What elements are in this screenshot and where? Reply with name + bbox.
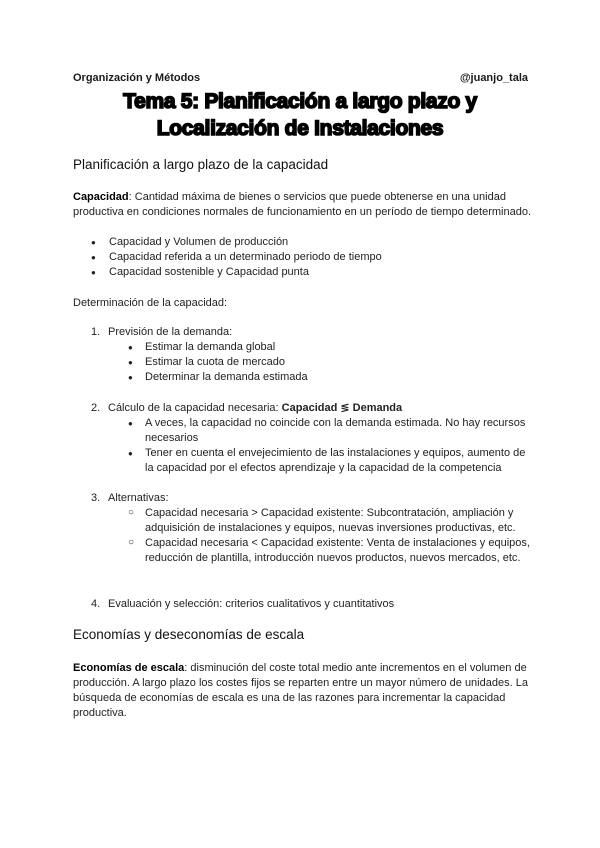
capacity-demand-formula: Capacidad ≶ Demanda (281, 402, 403, 414)
step-2 (91, 401, 536, 476)
step-3 (91, 491, 536, 566)
list-item: ○ Capacidad necesaria > Capacidad existente: Subcontratación, ampliación y adquisición de instalaciones y equipos, nuevas inversiones productivas, etc. (128, 506, 536, 536)
definition-term: Economías de escala (73, 662, 185, 674)
list-item: ● Capacidad sostenible y Capacidad punta (91, 265, 382, 280)
page-header (73, 72, 528, 84)
list-item: ● Estimar la cuota de mercado (128, 355, 536, 370)
step-1 (91, 325, 536, 385)
step-label: Cálculo de la capacidad necesaria: (108, 402, 282, 414)
step-label: Evaluación y selección: criterios cualitativos y cuantitativos (108, 598, 395, 610)
capacity-bullets (91, 235, 382, 280)
capacity-definition (73, 190, 533, 220)
step-4 (91, 597, 536, 612)
list-item: ● A veces, la capacidad no coincide con la demanda estimada. No hay recursos necesarios (128, 416, 536, 446)
list-item: ● Capacidad y Volumen de producción (91, 235, 382, 250)
section-heading-capacity: Planificación a largo plazo de la capacidad (73, 157, 329, 172)
step-label: Previsión de la demanda: (108, 326, 233, 338)
list-item: ○ Capacidad necesaria < Capacidad existente: Venta de instalaciones y equipos, reducción de plantilla, introducción nuevos productos, nuevos mercados, etc. (128, 536, 536, 566)
header-author: @juanjo_tala (459, 72, 528, 84)
list-item: ● Estimar la demanda global (128, 340, 536, 355)
header-course: Organización y Métodos (73, 72, 201, 84)
step-number: 4. (91, 598, 101, 610)
step-number: 1. (91, 326, 101, 338)
step-number: 3. (91, 492, 101, 504)
step-number: 2. (91, 402, 101, 414)
definition-text: : Cantidad máxima de bienes o servicios que puede obtenerse en una unidad productiva en condiciones normales de funcionamiento en un período de tiempo determinado. (73, 191, 532, 218)
economies-definition (73, 661, 533, 721)
step-label: Alternativas: (108, 492, 169, 504)
list-item: ● Determinar la demanda estimada (128, 370, 536, 385)
page-title: Tema 5: Planificación a largo plazo y Localización de Instalaciones (123, 90, 477, 140)
definition-text: : disminución del coste total medio ante incrementos en el volumen de producción. A largo plazo los costes fijos se reparten entre un mayor número de unidades. La búsqueda de economías de escala es una de las razones para incrementar la capacidad productiva. (73, 662, 528, 719)
determination-label: Determinación de la capacidad: (73, 297, 228, 309)
list-item: ● Capacidad referida a un determinado periodo de tiempo (91, 250, 382, 265)
list-item: ● Tener en cuenta el envejecimiento de las instalaciones y equipos, aumento de la capacidad por el efectos aprendizaje y la capacidad de la competencia (128, 446, 536, 476)
section-heading-economies: Economías y deseconomías de escala (73, 627, 305, 642)
definition-term: Capacidad (73, 191, 129, 203)
